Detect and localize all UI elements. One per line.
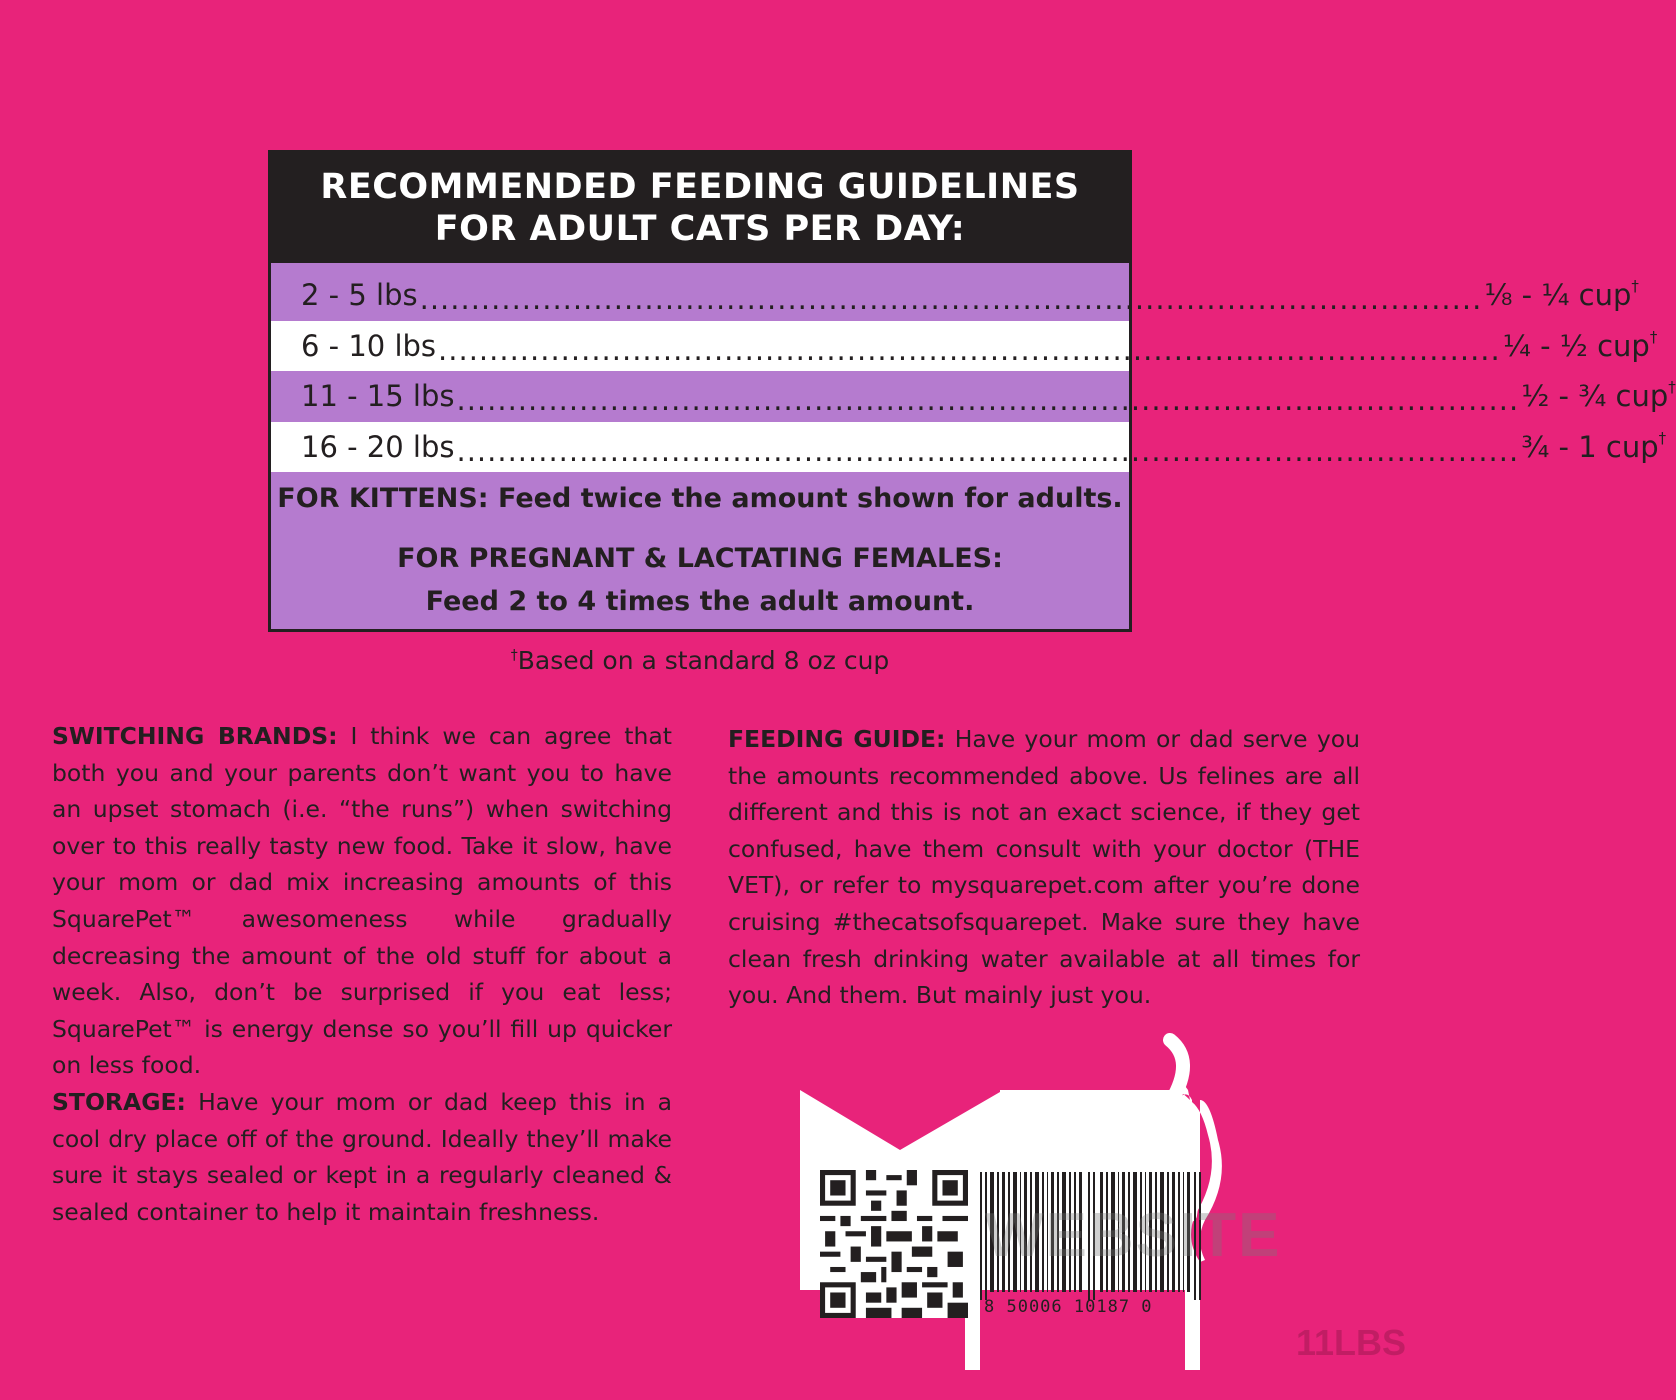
feeding-guide-heading: FEEDING GUIDE:	[728, 725, 946, 753]
dagger-mark: †	[1649, 328, 1658, 347]
dagger-mark: †	[1668, 378, 1676, 397]
panel-header	[271, 153, 1129, 263]
feeding-row	[271, 270, 1639, 320]
weight-label: 11LBS	[1296, 1322, 1407, 1363]
switching-brands-paragraph	[52, 718, 672, 1084]
feeding-row	[271, 371, 1676, 421]
panel-title-line1: RECOMMENDED FEEDING GUIDELINES	[320, 167, 1080, 207]
pregnant-note-line1: FOR PREGNANT & LACTATING FEMALES:	[397, 543, 1003, 574]
footnote-text: Based on a standard 8 oz cup	[517, 646, 890, 675]
kittens-note: FOR KITTENS: Feed twice the amount shown for adults.	[277, 483, 1123, 514]
feeding-guidelines-panel	[268, 150, 1676, 632]
row-amount: ¾ - 1 cup	[1521, 430, 1659, 464]
pregnant-note	[271, 537, 1129, 623]
storage-paragraph	[52, 1084, 672, 1230]
feeding-row	[271, 321, 1658, 371]
storage-heading: STORAGE:	[52, 1088, 186, 1116]
row-weight: 16 - 20 lbs	[301, 430, 455, 464]
row-amount: ½ - ¾ cup	[1521, 379, 1669, 413]
qr-code-icon[interactable]	[820, 1170, 968, 1318]
row-dots: ........................................................................................................	[419, 282, 1483, 316]
row-weight: 6 - 10 lbs	[301, 329, 437, 363]
row-weight: 11 - 15 lbs	[301, 379, 455, 413]
feeding-guide-paragraph	[728, 721, 1360, 1014]
row-dots: ........................................................................................................	[456, 434, 1520, 468]
feeding-guide-body: Have your mom or dad serve you the amounts recommended above. Us felines are all different and this is not an exact science, if they get confused, have them consult with your doctor (THE VET), or refer to mysquarepet.com after you’re done cruising #thecatsofsquarepet. Make sure they have clean fresh drinking water available at all times for you. And them. But mainly just you.	[728, 725, 1360, 1010]
dagger-mark: †	[1658, 429, 1667, 448]
storage-body: Have your mom or dad keep this in a cool dry place off of the ground. Ideally they’ll make sure it stays sealed or kept in a regularly cleaned & sealed container to help it maintain freshness.	[52, 1088, 672, 1226]
pregnant-note-line2: Feed 2 to 4 times the adult amount.	[425, 586, 975, 617]
dagger-mark: †	[1631, 277, 1639, 296]
website-label: WEBSITE	[985, 1201, 1282, 1270]
row-weight: 2 - 5 lbs	[301, 278, 418, 312]
row-amount: ⅛ - ¼ cup	[1484, 278, 1632, 312]
row-dots: ........................................................................................................	[456, 383, 1520, 417]
feeding-row	[271, 422, 1667, 472]
footnote-mark: †	[510, 647, 518, 664]
barcode-number: 8 50006 10187 0	[984, 1297, 1153, 1317]
row-dots: ........................................................................................................	[438, 333, 1501, 367]
footnote	[0, 646, 1400, 675]
switching-heading: SWITCHING BRANDS:	[52, 722, 338, 750]
switching-body: I think we can agree that both you and your parents don’t want you to have an upset stomach (i.e. “the runs”) when switching over to this really tasty new food. Take it slow, have your mom or dad mix increasing amounts of this SquarePet™ awesomeness while gradually decreasing the amount of the old stuff for about a week. Also, don’t be surprised if you eat less; SquarePet™ is energy dense so you’ll fill up quicker on less food.	[52, 722, 673, 1080]
panel-title-line2: FOR ADULT CATS PER DAY:	[434, 209, 966, 249]
row-amount: ¼ - ½ cup	[1502, 329, 1650, 363]
